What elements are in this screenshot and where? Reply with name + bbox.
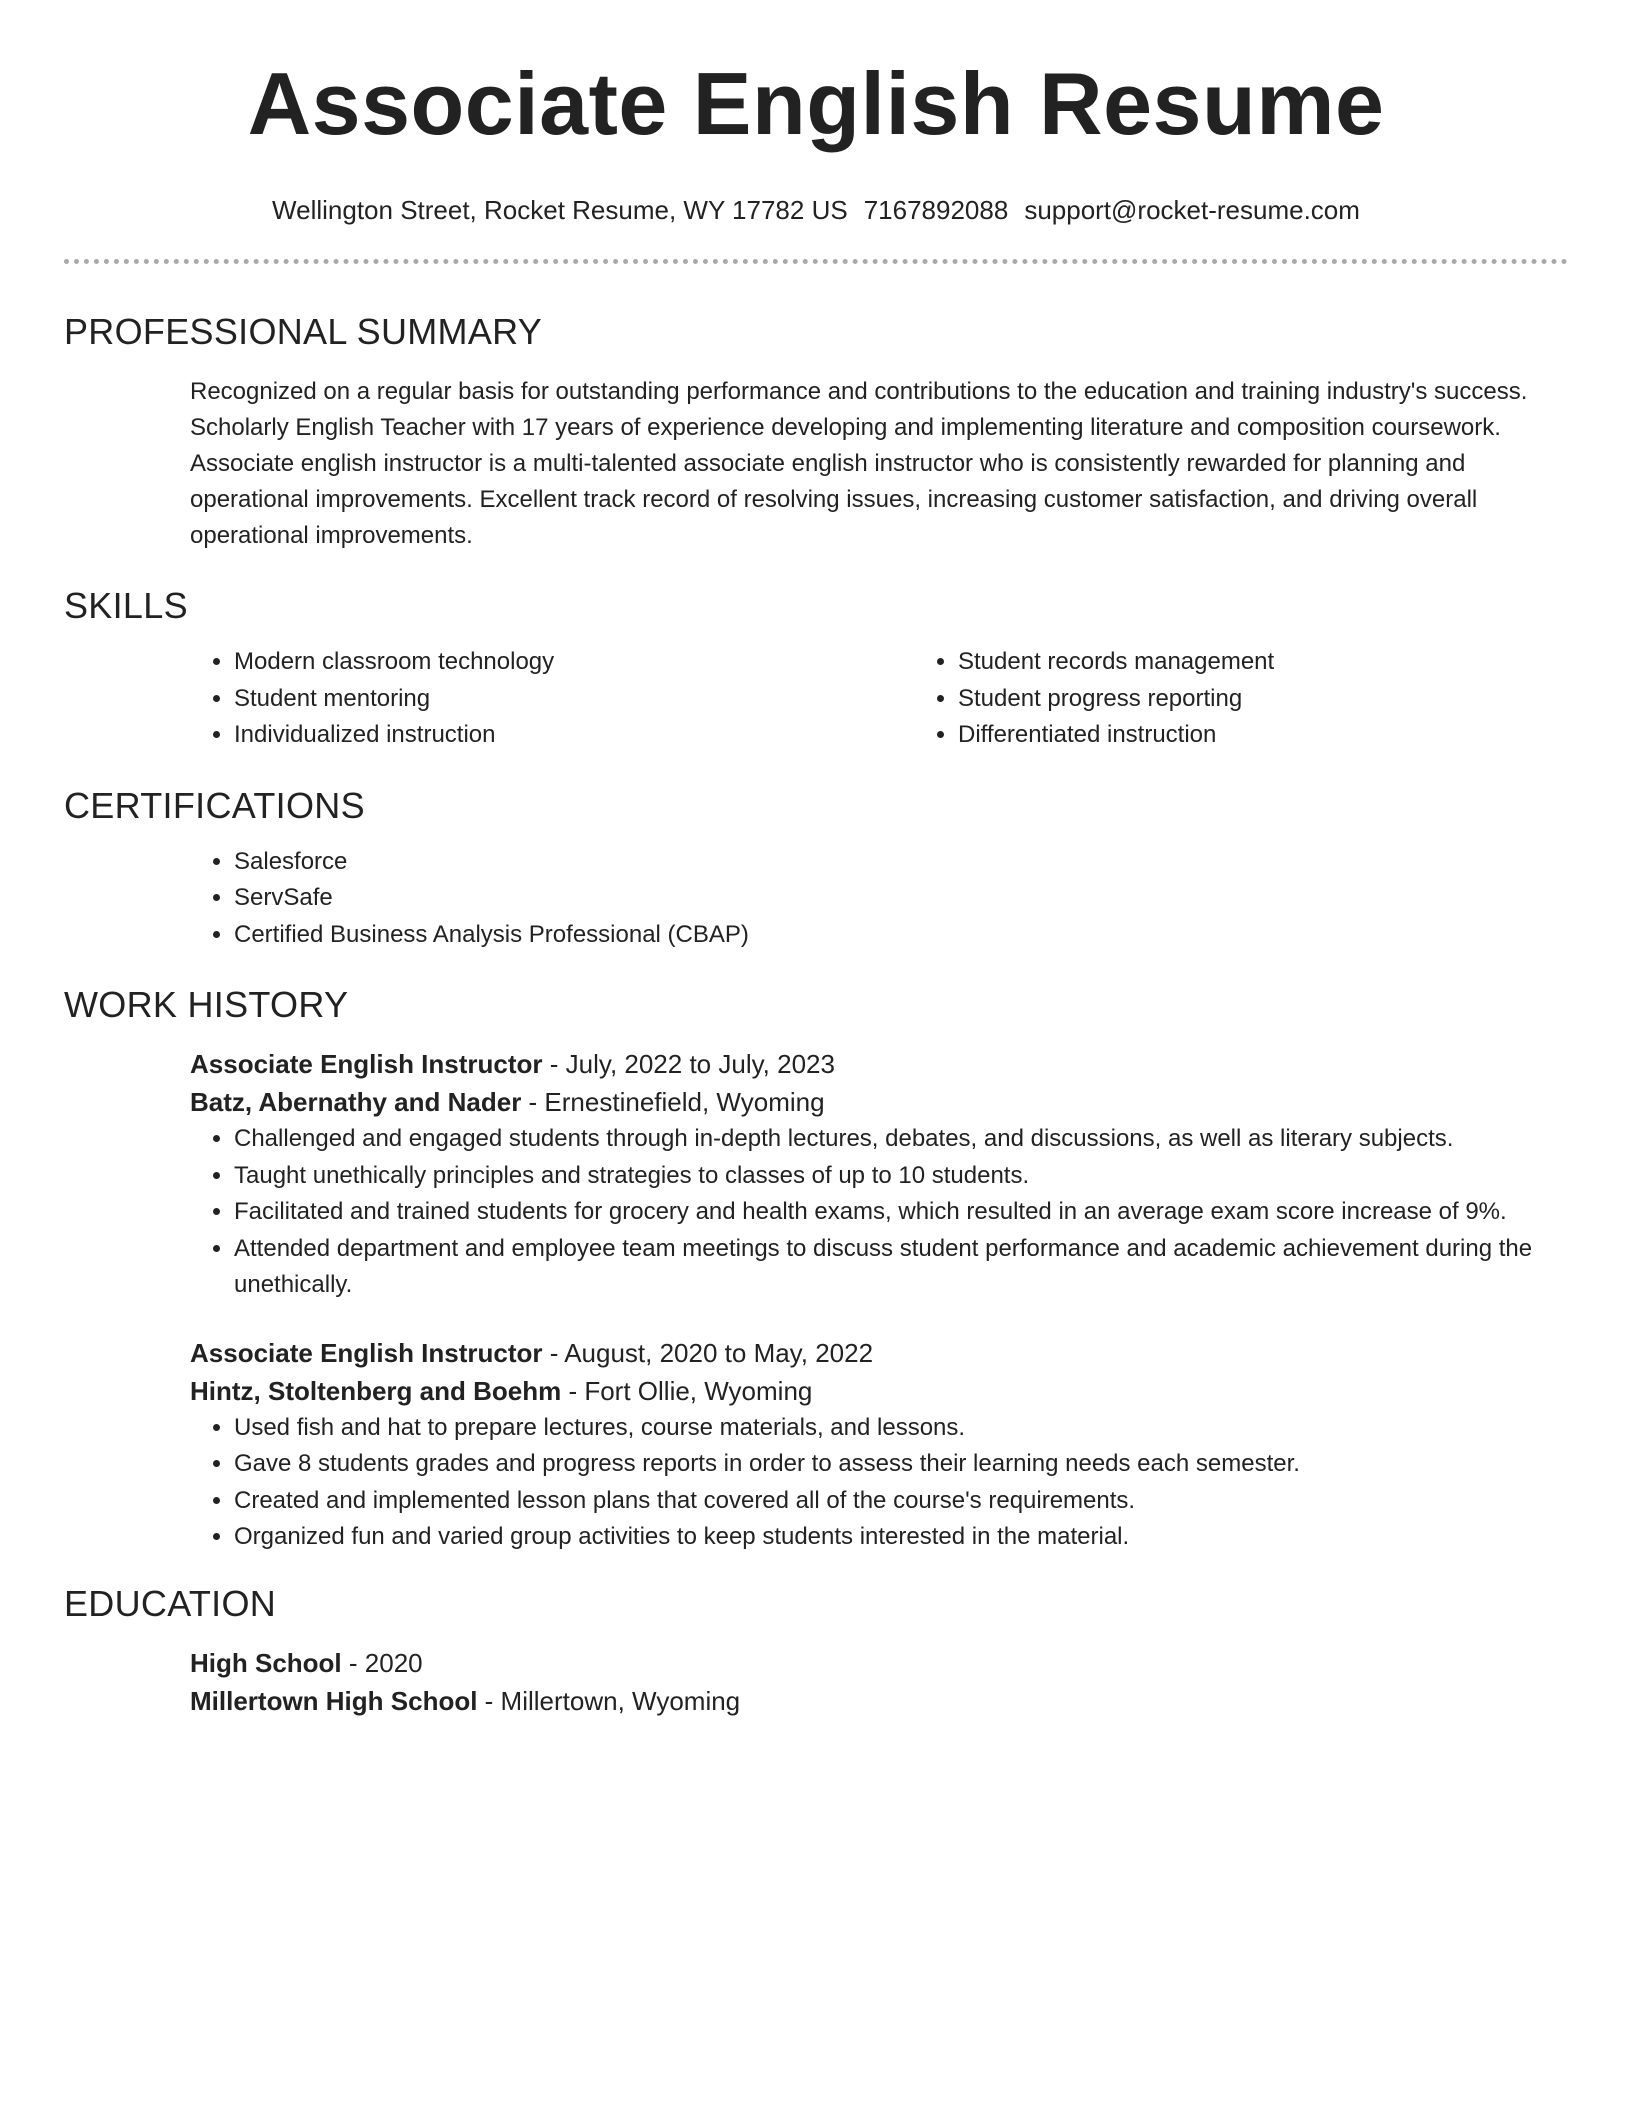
job-title-line (190, 1334, 1568, 1372)
skills-section (64, 584, 1568, 754)
job-bullet: • Created and implemented lesson plans that covered all of the course's requirements. (234, 1483, 1568, 1520)
education-year: - 2020 (341, 1647, 423, 1678)
skills-list-right (914, 644, 1632, 754)
education-school: Millertown High School (190, 1685, 478, 1716)
job-location: - Ernestinefield, Wyoming (521, 1087, 825, 1117)
job-bullet: • Gave 8 students grades and progress reports in order to assess their learning needs each semester. (234, 1446, 1568, 1483)
certification-item: • ServSafe (234, 880, 1568, 917)
job-company: Batz, Abernathy and Nader (190, 1087, 522, 1117)
summary-heading: PROFESSIONAL SUMMARY (64, 311, 543, 352)
job-company-line (190, 1372, 1568, 1410)
contact-phone: 7167892088 (863, 195, 1009, 225)
job-company: Hintz, Stoltenberg and Boehm (190, 1375, 562, 1406)
skills-heading: SKILLS (64, 585, 188, 626)
summary-text: Recognized on a regular basis for outstanding performance and contributions to the education and training industry's success. Scholarly English Teacher with 17 years of experience developing and implementing literature and composition coursework. Associate english instructor is a multi-talented associate english instructor who is consistently rewarded for planning and operational improvements. Excellent track record of resolving issues, increasing customer satisfaction, and driving overall operational improvements. (190, 378, 1528, 549)
resume-title: Associate English Resume (247, 54, 1385, 153)
contact-address: Wellington Street, Rocket Resume, WY 17782 US (272, 195, 848, 225)
job-bullet: • Used fish and hat to prepare lectures, course materials, and lessons. (234, 1410, 1568, 1447)
job-bullets (190, 1121, 1568, 1304)
education-heading: EDUCATION (64, 1582, 277, 1624)
job-bullet: • Facilitated and trained students for grocery and health exams, which resulted in an average exam score increase of 9%. (234, 1194, 1568, 1231)
job-entry (190, 1334, 1568, 1556)
work-history-section (64, 983, 1568, 1556)
education-degree-line (190, 1644, 1568, 1682)
certifications-list (190, 844, 1568, 954)
certifications-body (190, 844, 1568, 954)
certifications-heading: CERTIFICATIONS (64, 784, 365, 826)
job-location: - Fort Ollie, Wyoming (561, 1375, 813, 1406)
skill-item: • Modern classroom technology (234, 644, 914, 681)
skill-item: • Individualized instruction (234, 717, 914, 754)
education-school-line (190, 1682, 1568, 1720)
job-title-line (190, 1045, 1568, 1083)
education-degree: High School (190, 1647, 342, 1678)
certification-item: • Certified Business Analysis Professional (CBAP) (234, 917, 1568, 954)
skill-item: • Student progress reporting (958, 681, 1632, 718)
job-company-line (190, 1083, 1568, 1121)
contact-email: support@rocket-resume.com (1024, 195, 1360, 225)
job-bullet: • Organized fun and varied group activities to keep students interested in the material. (234, 1519, 1568, 1556)
summary-section (64, 310, 1568, 554)
skills-list-left (190, 644, 914, 754)
skill-item: • Student records management (958, 644, 1632, 681)
job-entry (190, 1045, 1568, 1304)
job-title: Associate English Instructor (190, 1049, 543, 1079)
job-bullet: • Taught unethically principles and strategies to classes of up to 10 students. (234, 1158, 1568, 1195)
job-dates: - August, 2020 to May, 2022 (542, 1337, 874, 1368)
contact-line (64, 194, 1568, 226)
job-bullet: • Challenged and engaged students through in-depth lectures, debates, and discussions, as well as literary subjects. (234, 1121, 1568, 1158)
job-bullets (190, 1410, 1568, 1556)
skill-item: • Differentiated instruction (958, 717, 1632, 754)
education-entry (190, 1644, 1568, 1720)
education-section (64, 1582, 1568, 1720)
certifications-section (64, 784, 1568, 954)
job-title: Associate English Instructor (190, 1337, 543, 1368)
skills-grid (190, 644, 1568, 754)
certification-item: • Salesforce (234, 844, 1568, 881)
education-location: - Millertown, Wyoming (477, 1685, 741, 1716)
header-divider (64, 259, 1568, 264)
skill-item: • Student mentoring (234, 681, 914, 718)
work-history-heading: WORK HISTORY (64, 984, 349, 1025)
job-bullet: • Attended department and employee team meetings to discuss student performance and academic achievement during the unethically. (234, 1231, 1568, 1304)
job-dates: - July, 2022 to July, 2023 (542, 1049, 835, 1079)
